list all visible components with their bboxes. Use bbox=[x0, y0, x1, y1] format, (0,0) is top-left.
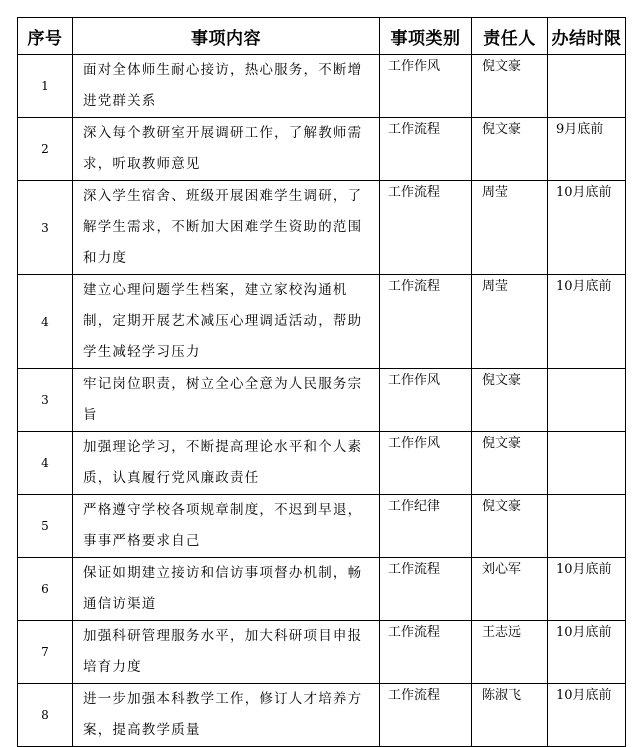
cell-type: 工作流程 bbox=[380, 558, 472, 621]
cell-deadline: 10月底前 bbox=[548, 684, 626, 747]
header-owner: 责任人 bbox=[472, 18, 548, 55]
cell-type: 工作作风 bbox=[380, 55, 472, 118]
cell-no: 8 bbox=[18, 684, 73, 747]
cell-no: 4 bbox=[18, 432, 73, 495]
header-no: 序号 bbox=[18, 18, 73, 55]
cell-no: 1 bbox=[18, 55, 73, 118]
cell-owner: 周莹 bbox=[472, 275, 548, 369]
cell-no: 3 bbox=[18, 181, 73, 275]
cell-content: 加强科研管理服务水平，加大科研项目申报培育力度 bbox=[73, 621, 380, 684]
cell-owner: 倪文豪 bbox=[472, 432, 548, 495]
cell-no: 3 bbox=[18, 369, 73, 432]
cell-no: 6 bbox=[18, 558, 73, 621]
cell-type: 工作流程 bbox=[380, 275, 472, 369]
cell-type: 工作纪律 bbox=[380, 495, 472, 558]
cell-type: 工作流程 bbox=[380, 621, 472, 684]
table-row bbox=[18, 118, 626, 181]
cell-content: 深入学生宿舍、班级开展困难学生调研，了解学生需求，不断加大困难学生资助的范围和力度 bbox=[73, 181, 380, 275]
cell-no: 2 bbox=[18, 118, 73, 181]
cell-content: 严格遵守学校各项规章制度，不迟到早退，事事严格要求自己 bbox=[73, 495, 380, 558]
cell-type: 工作作风 bbox=[380, 369, 472, 432]
cell-deadline bbox=[548, 369, 626, 432]
cell-content: 建立心理问题学生档案，建立家校沟通机制，定期开展艺术减压心理调适活动，帮助学生减轻学习压力 bbox=[73, 275, 380, 369]
cell-deadline: 10月底前 bbox=[548, 558, 626, 621]
cell-no: 7 bbox=[18, 621, 73, 684]
cell-owner: 刘心军 bbox=[472, 558, 548, 621]
cell-content: 深入每个教研室开展调研工作，了解教师需求，听取教师意见 bbox=[73, 118, 380, 181]
cell-no: 5 bbox=[18, 495, 73, 558]
table-row bbox=[18, 621, 626, 684]
table-row bbox=[18, 55, 626, 118]
header-type: 事项类别 bbox=[380, 18, 472, 55]
cell-owner: 陈淑飞 bbox=[472, 684, 548, 747]
cell-deadline bbox=[548, 55, 626, 118]
cell-type: 工作流程 bbox=[380, 118, 472, 181]
table-row bbox=[18, 432, 626, 495]
table-header-row bbox=[18, 18, 626, 55]
cell-deadline: 10月底前 bbox=[548, 181, 626, 275]
header-deadline: 办结时限 bbox=[548, 18, 626, 55]
cell-deadline: 10月底前 bbox=[548, 275, 626, 369]
cell-owner: 周莹 bbox=[472, 181, 548, 275]
cell-type: 工作作风 bbox=[380, 432, 472, 495]
cell-type: 工作流程 bbox=[380, 181, 472, 275]
cell-owner: 倪文豪 bbox=[472, 495, 548, 558]
cell-owner: 倪文豪 bbox=[472, 118, 548, 181]
cell-deadline bbox=[548, 432, 626, 495]
table-row bbox=[18, 495, 626, 558]
table-row bbox=[18, 558, 626, 621]
cell-content: 进一步加强本科教学工作，修订人才培养方案，提高教学质量 bbox=[73, 684, 380, 747]
cell-deadline: 9月底前 bbox=[548, 118, 626, 181]
cell-content: 加强理论学习，不断提高理论水平和个人素质，认真履行党风廉政责任 bbox=[73, 432, 380, 495]
cell-owner: 王志远 bbox=[472, 621, 548, 684]
cell-content: 面对全体师生耐心接访，热心服务，不断增进党群关系 bbox=[73, 55, 380, 118]
cell-owner: 倪文豪 bbox=[472, 369, 548, 432]
cell-owner: 倪文豪 bbox=[472, 55, 548, 118]
table-row bbox=[18, 684, 626, 747]
cell-content: 牢记岗位职责，树立全心全意为人民服务宗旨 bbox=[73, 369, 380, 432]
task-table bbox=[17, 17, 626, 747]
cell-no: 4 bbox=[18, 275, 73, 369]
cell-type: 工作流程 bbox=[380, 684, 472, 747]
table-row bbox=[18, 369, 626, 432]
table-row bbox=[18, 181, 626, 275]
cell-deadline bbox=[548, 495, 626, 558]
cell-content: 保证如期建立接访和信访事项督办机制，畅通信访渠道 bbox=[73, 558, 380, 621]
table-row bbox=[18, 275, 626, 369]
cell-deadline: 10月底前 bbox=[548, 621, 626, 684]
header-content: 事项内容 bbox=[73, 18, 380, 55]
